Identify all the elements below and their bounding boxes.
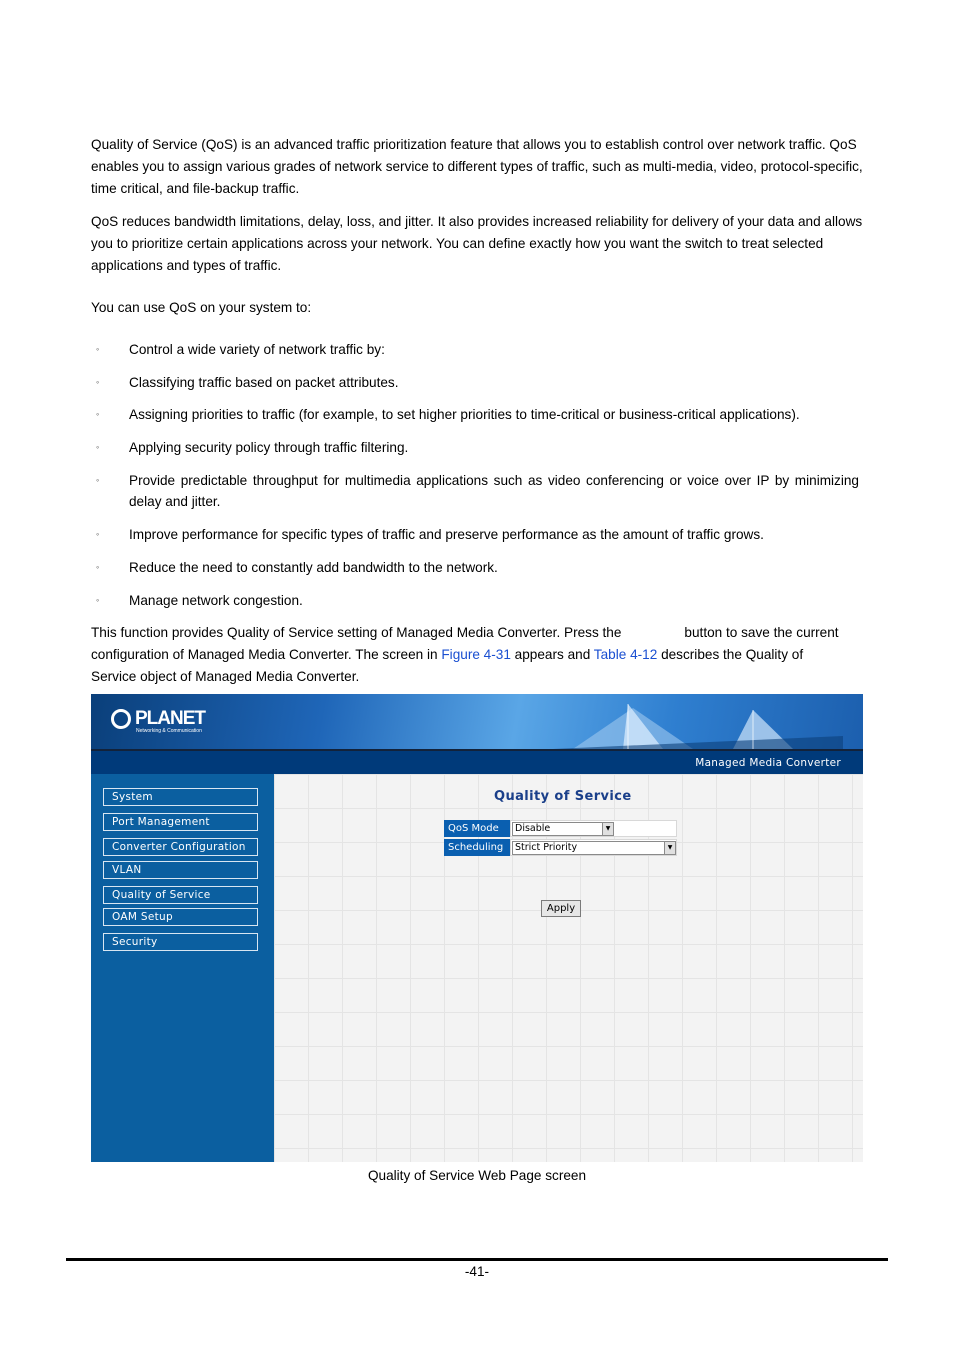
qos-mode-select[interactable]: Disable ▼ [512, 822, 614, 836]
list-item-text: Manage network congestion. [129, 593, 303, 608]
bullet-icon: ◦ [96, 442, 100, 452]
sidebar [91, 774, 274, 1162]
bullet-icon: ◦ [96, 377, 100, 387]
main-content [274, 774, 863, 1162]
title-bar [91, 749, 863, 774]
qos-mode-label: QoS Mode [444, 820, 510, 837]
sidebar-item-oam-setup[interactable]: OAM Setup [103, 908, 258, 926]
page-title: Quality of Service [494, 789, 632, 804]
intro-paragraph-3: You can use QoS on your system to: [91, 300, 312, 315]
sidebar-item-security[interactable]: Security [103, 933, 258, 951]
list-item-text: Applying security policy through traffic filtering. [129, 440, 409, 455]
sidebar-item-vlan[interactable]: VLAN [103, 861, 258, 879]
intro-paragraph-1: Quality of Service (QoS) is an advanced traffic prioritization feature that allows you to establish control over network traffic. QoS enables you to assign various grades of network service to different types of traffic, such as multi-media, video, protocol-specific, time critical, and file-backup traffic. [91, 137, 863, 196]
list-item-text: Reduce the need to constantly add bandwidth to the network. [129, 560, 498, 575]
header-banner: PLANET Networking & Communication [91, 694, 863, 749]
bullet-icon: ◦ [96, 344, 100, 354]
bullet-icon: ◦ [96, 562, 100, 572]
list-item-text: Improve performance for specific types of traffic and preserve performance as the amount of traffic grows. [129, 527, 764, 542]
footer-divider [66, 1258, 888, 1261]
sidebar-item-quality-of-service[interactable]: Quality of Service [103, 886, 258, 904]
scheduling-label: Scheduling [444, 839, 510, 856]
list-item-text: Provide predictable throughput for multimedia applications such as video conferencing or voice over IP by minimizing delay and jitter. [129, 473, 859, 509]
sidebar-item-system[interactable]: System [103, 788, 258, 806]
sidebar-item-port-management[interactable]: Port Management [103, 813, 258, 831]
sidebar-item-converter-configuration[interactable]: Converter Configuration [103, 838, 258, 856]
chevron-down-icon: ▼ [602, 823, 613, 835]
list-item-text: Control a wide variety of network traffic by: [129, 342, 385, 357]
function-paragraph: This function provides Quality of Service setting of Managed Media Converter. Press the button to save the current configuration of Managed Media Converter. The screen in Figure 4-31 appears and Table 4-12 describes the Quality of Service object of Managed Media Converter. [91, 625, 839, 684]
bullet-icon: ◦ [96, 409, 100, 419]
qos-web-page-screenshot [91, 694, 863, 1162]
bullet-icon: ◦ [96, 529, 100, 539]
list-item-text: Classifying traffic based on packet attributes. [129, 375, 399, 390]
figure-link[interactable]: Figure 4-31 [441, 647, 511, 662]
page-number: -41- [464, 1264, 490, 1279]
list-item-text: Assigning priorities to traffic (for example, to set higher priorities to time-critical or business-critical applications). [129, 407, 800, 422]
scheduling-select[interactable]: Strict Priority ▼ [512, 841, 676, 855]
logo-ring-icon [111, 709, 131, 729]
building-graphic-icon [553, 694, 843, 749]
bullet-icon: ◦ [96, 595, 100, 605]
figure-caption: Quality of Service Web Page screen [367, 1168, 587, 1183]
chevron-down-icon: ▼ [664, 842, 675, 854]
intro-paragraph-2: QoS reduces bandwidth limitations, delay, loss, and jitter. It also provides increased reliability for delivery of your data and allows you to prioritize certain applications across your network. You can define exactly how you want the switch to treat selected applications and types of traffic. [91, 214, 863, 273]
app-title: Managed Media Converter [695, 757, 841, 769]
table-link[interactable]: Table 4-12 [593, 647, 658, 662]
apply-button[interactable]: Apply [541, 900, 581, 917]
bullet-icon: ◦ [96, 475, 100, 485]
